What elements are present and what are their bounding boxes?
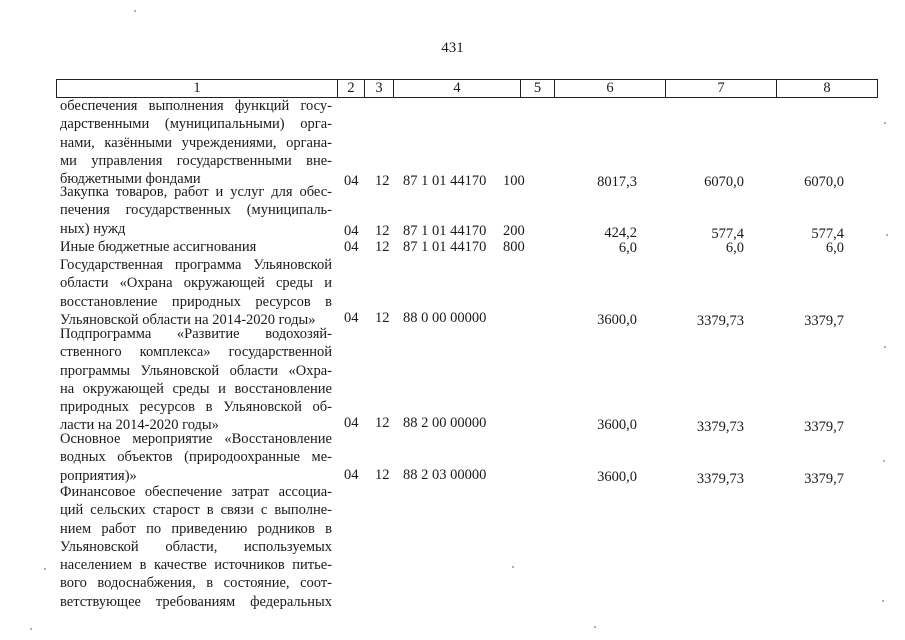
description-line: ласти на 2014-2020 годы»: [60, 417, 219, 434]
cell-value-col8: 3379,7: [804, 313, 844, 329]
description-line: нием работ по приведению родников в: [60, 520, 332, 537]
cell-value-col8: 6,0: [825, 240, 844, 256]
row-description: [60, 483, 332, 611]
page-number: 431: [441, 40, 464, 56]
scan-speck: [882, 600, 884, 602]
scan-speck: [134, 10, 136, 12]
description-line: дарственными (муниципальными) орга-: [60, 116, 332, 133]
cell-value-col7: 6,0: [725, 240, 744, 256]
cell-razdel: 04: [344, 310, 359, 326]
scan-speck: [886, 234, 888, 236]
description-line: Государственная программа Ульяновской: [60, 257, 332, 273]
header-row: [57, 80, 878, 98]
header-col-4: 4: [394, 80, 521, 98]
description-line: ных) нужд: [60, 220, 126, 237]
cell-expense-type: 100: [503, 173, 525, 189]
scan-speck: [883, 460, 885, 462]
description-line: Финансовое обеспечение затрат ассоциа-: [60, 484, 332, 500]
scan-speck: [884, 346, 886, 348]
description-line: ветствующее требованиям федеральных: [60, 593, 332, 610]
description-line: восстановление природных ресурсов в: [60, 293, 332, 310]
description-line: Ульяновской области, используемых: [60, 538, 332, 555]
cell-target-article: 87 1 01 44170: [403, 239, 487, 255]
row-description: [60, 183, 332, 238]
cell-target-article: 88 2 00 00000: [403, 415, 487, 431]
scan-speck: [594, 626, 596, 628]
description-line: обеспечения выполнения функций госу-: [60, 98, 332, 114]
header-col-7: 7: [666, 80, 777, 98]
cell-razdel: 04: [344, 467, 359, 483]
scan-speck: [884, 122, 886, 124]
cell-podrazdel: 12: [375, 415, 390, 431]
description-line: роприятия)»: [60, 467, 137, 484]
cell-value-col8: 3379,7: [804, 419, 844, 435]
header-col-3: 3: [365, 80, 394, 98]
cell-value-col7: 3379,73: [696, 313, 744, 329]
cell-razdel: 04: [344, 173, 359, 189]
description-line: водных объектов (природоохранные ме-: [60, 449, 332, 466]
description-line: Подпрограмма «Развитие водохозяй-: [60, 326, 332, 342]
description-line: Ульяновской области на 2014-2020 годы»: [60, 311, 316, 328]
cell-target-article: 87 1 01 44170: [403, 173, 487, 189]
cell-expense-type: 200: [503, 223, 525, 239]
description-line: Иные бюджетные ассигнования: [60, 239, 257, 255]
row-description: [60, 256, 332, 329]
row-description: [60, 97, 332, 188]
description-line: природных ресурсов в Ульяновской об-: [60, 399, 332, 416]
header-col-5: 5: [521, 80, 555, 98]
cell-value-col8: 3379,7: [804, 471, 844, 487]
scan-speck: [44, 568, 46, 570]
cell-razdel: 04: [344, 239, 359, 255]
cell-value-col7: 3379,73: [696, 419, 744, 435]
description-line: вого водоснабжения, в состояние, соот-: [60, 575, 332, 592]
cell-podrazdel: 12: [375, 173, 390, 189]
description-line: Закупка товаров, работ и услуг для обес-: [60, 184, 332, 200]
cell-podrazdel: 12: [375, 223, 390, 239]
header-col-2: 2: [338, 80, 365, 98]
cell-target-article: 88 0 00 00000: [403, 310, 487, 326]
row-description: [60, 430, 332, 485]
cell-podrazdel: 12: [375, 467, 390, 483]
description-line: на окружающей среды и восстановление: [60, 380, 332, 397]
cell-podrazdel: 12: [375, 310, 390, 326]
header-col-6: 6: [555, 80, 666, 98]
description-line: ми управления государственными вне-: [60, 152, 332, 169]
cell-value-col6: 3600,0: [597, 312, 637, 328]
row-description: [60, 325, 332, 435]
description-line: области «Охрана окружающей среды и: [60, 275, 332, 292]
cell-expense-type: 800: [503, 239, 525, 255]
cell-value-col6: 3600,0: [597, 469, 637, 485]
description-line: нами, казёнными учреждениями, органа-: [60, 134, 332, 151]
cell-target-article: 88 2 03 00000: [403, 467, 487, 483]
description-line: печения государственных (муниципаль-: [60, 202, 332, 219]
header-col-8: 8: [777, 80, 878, 98]
cell-value-col7: 6070,0: [704, 174, 744, 190]
cell-razdel: 04: [344, 223, 359, 239]
cell-razdel: 04: [344, 415, 359, 431]
description-line: населением в качестве источников питье-: [60, 557, 332, 574]
cell-value-col6: 424,2: [604, 225, 637, 241]
description-line: программы Ульяновской области «Охра-: [60, 362, 332, 379]
cell-value-col6: 6,0: [618, 240, 637, 256]
cell-value-col7: 3379,73: [696, 471, 744, 487]
cell-podrazdel: 12: [375, 239, 390, 255]
cell-value-col8: 6070,0: [804, 174, 844, 190]
scan-speck: [30, 628, 32, 630]
cell-target-article: 87 1 01 44170: [403, 223, 487, 239]
description-line: Основное мероприятие «Восстановление: [60, 431, 332, 447]
description-line: ственного комплекса» государственной: [60, 344, 332, 361]
column-header-table: [56, 79, 878, 98]
description-line: ций сельских старост в связи с выполне-: [60, 502, 332, 519]
description-line: бюджетными фондами: [60, 171, 201, 188]
header-col-1: 1: [57, 80, 338, 98]
cell-value-col8: 577,4: [811, 226, 844, 242]
row-description: [60, 238, 332, 256]
cell-value-col6: 3600,0: [597, 417, 637, 433]
cell-value-col7: 577,4: [711, 226, 744, 242]
cell-value-col6: 8017,3: [597, 174, 637, 190]
scan-speck: [512, 566, 514, 568]
